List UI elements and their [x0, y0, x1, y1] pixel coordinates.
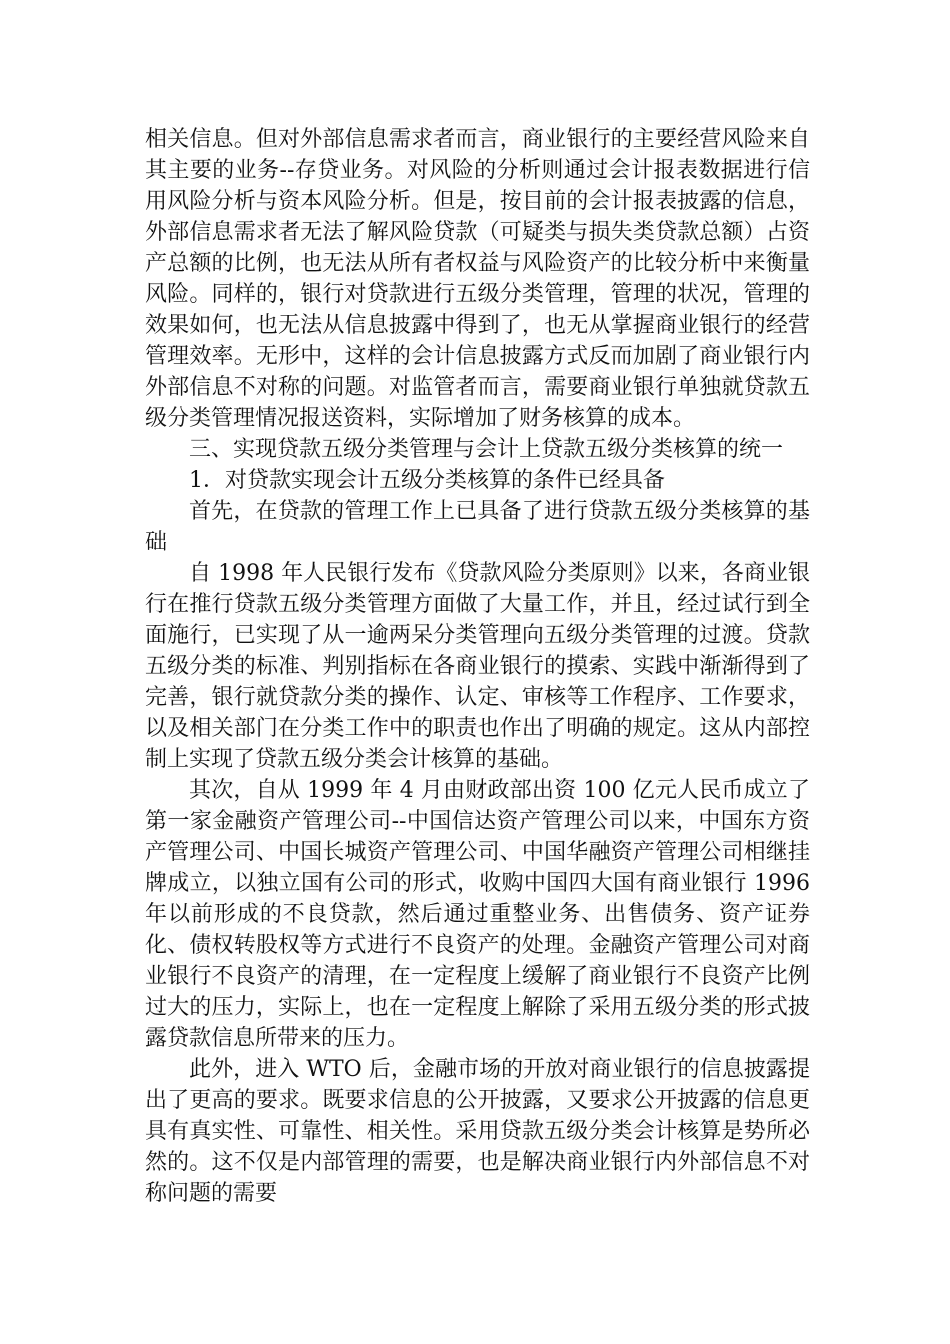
subsection-heading-one: 1．对贷款实现会计五级分类核算的条件已经具备: [189, 468, 665, 493]
paragraph-1998-principles: 自 1998 年人民银行发布《贷款风险分类原则》以来，各商业银行在推行贷款五级分类管理方面做了大量工作，并且，经过试行到全面施行，已实现了从一逾两呆分类管理向五级分类管理的过渡。贷款五级分类的标准、判别指标在各商业银行的摸索、实践中渐渐得到了完善，银行就贷款分类的操作、认定、审核等工作程序、工作要求，以及相关部门在分类工作中的职责也作出了明确的规定。这从内部控制上实现了贷款五级分类会计核算的基础。: [145, 561, 810, 772]
section-heading-three: 三、实现贷款五级分类管理与会计上贷款五级分类核算的统一: [189, 437, 784, 462]
paragraph-disclosure-problem: 相关信息。但对外部信息需求者而言，商业银行的主要经营风险来自其主要的业务--存贷业务。对风险的分析则通过会计报表数据进行信用风险分析与资本风险分析。但是，按目前的会计报表披露的信息，外部信息需求者无法了解风险贷款（可疑类与损失类贷款总额）占资产总额的比例，也无法从所有者权益与风险资产的比较分析中来衡量风险。同样的，银行对贷款进行五级分类管理，管理的状况，管理的效果如何，也无法从信息披露中得到了，也无从掌握商业银行的经营管理效率。无形中，这样的会计信息披露方式反而加剧了商业银行内外部信息不对称的问题。对监管者而言，需要商业银行单独就贷款五级分类管理情况报送资料，实际增加了财务核算的成本。: [145, 127, 810, 431]
paragraph-wto: 此外，进入 WTO 后，金融市场的开放对商业银行的信息披露提出了更高的要求。既要求信息的公开披露，又要求公开披露的信息更具有真实性、可靠性、相关性。采用贷款五级分类会计核算是势所必然的。这不仅是内部管理的需要，也是解决商业银行内外部信息不对称问题的需要: [145, 1057, 810, 1206]
paragraph-first-basis: 首先，在贷款的管理工作上已具备了进行贷款五级分类核算的基础: [145, 499, 810, 555]
document-page: [145, 124, 810, 1209]
paragraph-asset-management: 其次，自从 1999 年 4 月由财政部出资 100 亿元人民币成立了第一家金融资产管理公司--中国信达资产管理公司以来，中国东方资产管理公司、中国长城资产管理公司、中国华融资产管理公司相继挂牌成立，以独立国有公司的形式，收购中国四大国有商业银行 1996 年以前形成的不良贷款，然后通过重整业务、出售债务、资产证券化、债权转股权等方式进行不良资产的处理。金融资产管理公司对商业银行不良资产的清理，在一定程度上缓解了商业银行不良资产比例过大的压力，实际上，也在一定程度上解除了采用五级分类的形式披露贷款信息所带来的压力。: [145, 778, 810, 1051]
